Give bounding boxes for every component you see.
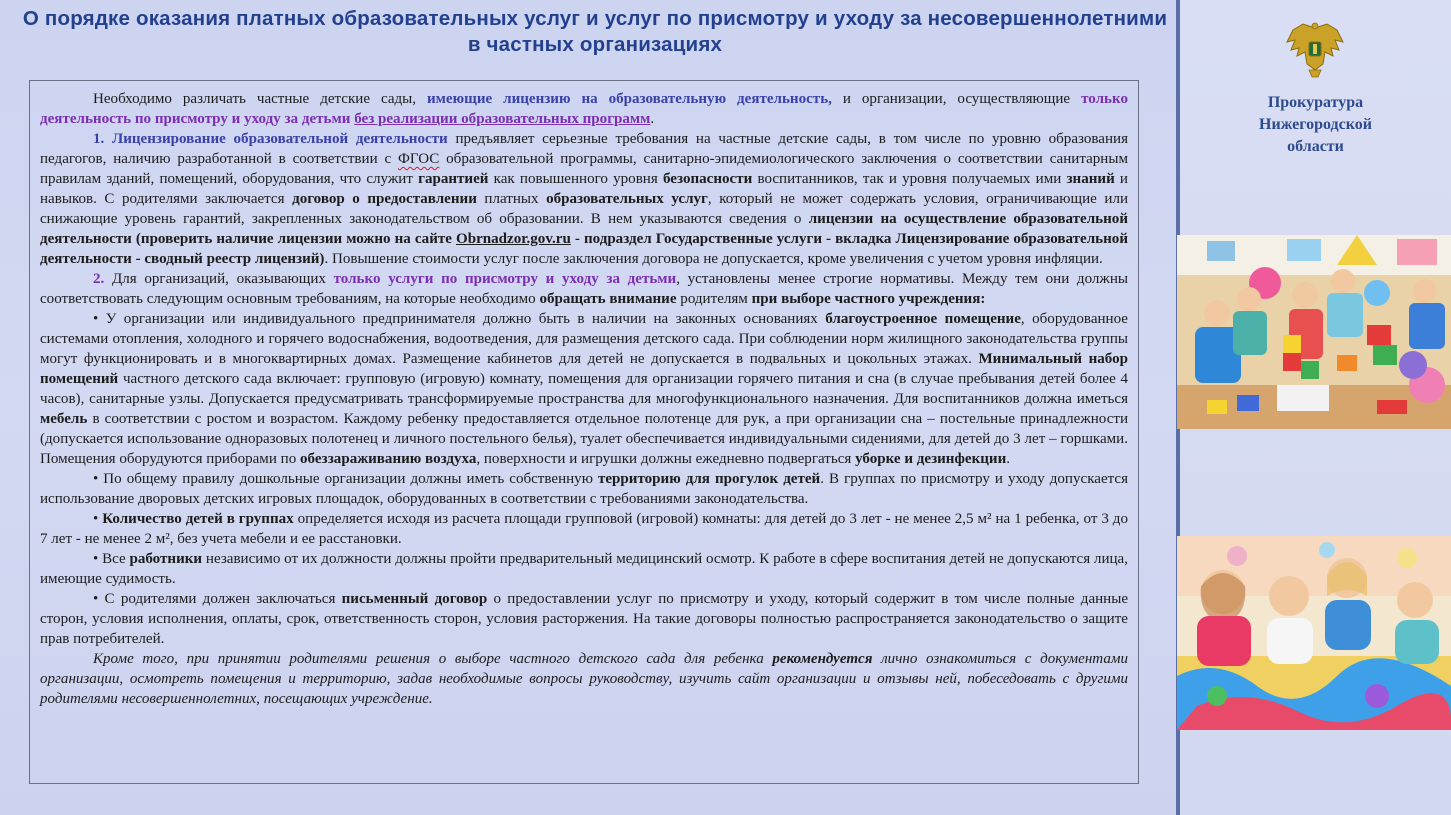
- org-line: Прокуратура: [1267, 94, 1364, 111]
- text-span: •: [93, 511, 103, 527]
- text-span: как повышенного уровня: [488, 171, 663, 187]
- bold-term: рекомендуется: [772, 651, 873, 667]
- bold-term: работники: [129, 551, 203, 567]
- paragraph-intro: [40, 89, 1128, 129]
- text-span: • По общему правилу дошкольные организации должны иметь собственную: [93, 471, 598, 487]
- org-line: области: [1287, 138, 1344, 155]
- org-line: Нижегородской: [1259, 116, 1372, 133]
- children-playing-with-toy-blocks-image: [1177, 235, 1451, 429]
- bold-term: уборке и дезинфекции: [855, 451, 1007, 467]
- page-title: О порядке оказания платных образовательных услуг и услуг по присмотру и уходу за несовершеннолетними в частных организациях: [22, 7, 1168, 56]
- text-span: лично ознакомиться с документами организации, осмотреть помещения и территорию, задав необходимые вопросы руководству, изучить сайт организации и отзывы ней, побеседовать с другими родителями несовершеннолетних, посещающих учреждение.: [40, 651, 1129, 707]
- bold-term: - подраздел Государственные услуги - вкладка Лицензирование образовательной деятельности - сводный реестр лицензий): [40, 231, 1128, 267]
- text-span: и организации, осуществляющие: [831, 91, 1082, 107]
- content-text-box: [29, 80, 1139, 784]
- text-span: Необходимо различать частные детские сады,: [93, 91, 428, 107]
- bold-term: при выборе частного учреждения:: [751, 291, 986, 307]
- bold-term: обращать внимание: [539, 291, 677, 307]
- text-span: родителям: [676, 291, 752, 307]
- text-span: • У организации или индивидуального предпринимателя должно быть в наличии на законных основаниях: [93, 311, 826, 327]
- text-span: предъявляет серьезные требования на частные детские сады, в том числе по уровню образования педагогов, наличию разработанной в соответствии с: [40, 131, 1128, 167]
- bullet-group-size: [40, 509, 1128, 549]
- paragraph-care-services: [40, 269, 1128, 309]
- bold-term: лицензии на осуществление образовательной деятельности (проверить наличие лицензии можно на сайте: [40, 211, 1129, 247]
- bold-term: обеззараживанию воздуха: [300, 451, 477, 467]
- care-heading-number: 2.: [93, 271, 105, 287]
- text-span: и навыков. С родителями заключается: [40, 171, 1128, 207]
- text-span: Для организаций, оказывающих: [104, 271, 334, 287]
- licensing-heading: 1. Лицензирование образовательной деятельности: [93, 131, 448, 147]
- double-headed-eagle-emblem-icon: [1283, 20, 1347, 80]
- text-span: • Все: [93, 551, 130, 567]
- bold-term: безопасности: [662, 171, 753, 187]
- text-span: в соответствии с ростом и возрастом. Каждому ребенку предоставляется отдельное полотенце для рук, а при организации сна – постельные принадлежности (допускается использование одноразовых полотенец и личного постельного белья), туалет обеспечивается индивидуальными сидениями, для детей до 3 лет – горшками. Помещения оборудуются приборами по: [40, 411, 1128, 467]
- organization-name: [1180, 92, 1451, 158]
- no-programs-highlight: без реализации образовательных программ: [354, 111, 651, 127]
- text-span: воспитанников, так и уровня получаемых ими: [752, 171, 1067, 187]
- text-span: • С родителями должен заключаться: [93, 591, 342, 607]
- text-span: образовательной программы, санитарно-эпидемиологического заключения о соответствии санитарным правилам зданий, помещений, оборудования, что служит: [40, 151, 1128, 187]
- bold-term: гарантией: [418, 171, 489, 187]
- care-only-highlight: только услуги по присмотру и уходу за детьми: [333, 271, 677, 287]
- text-span: платных: [476, 191, 547, 207]
- text-span: , поверхности и игрушки должны ежедневно подвергаться: [476, 451, 856, 467]
- text-span: , оборудованное системами отопления, холодного и горячего водоснабжения, водоотведения, для размещения детского сада. При соблюдении норм жилищного законодательства группы могут функционировать и в многоквартирных домах. Размещение кабинетов для детей не допускается в подвальных и цокольных этажах.: [40, 311, 1128, 367]
- care-only-highlight: только деятельность по присмотру и уходу за детьми: [40, 91, 1128, 127]
- text-span: , который не может содержать условия, ограничивающие или снижающие уровень гарантий, закрепленных законодательством об образовании. В нем указываются сведения о: [40, 191, 1129, 227]
- bold-term: Минимальный набор помещений: [40, 351, 1128, 387]
- text-span: .: [650, 111, 655, 127]
- bold-term: благоустроенное помещение: [825, 311, 1021, 327]
- bullet-territory: [40, 469, 1128, 509]
- bullet-premises: [40, 309, 1128, 469]
- bullet-contract: [40, 589, 1128, 649]
- text-span: Кроме того, при принятии родителями решения о выборе частного детского сада для ребенка: [93, 651, 773, 667]
- text-span: . Повышение стоимости услуг после заключения договора не допускается, кроме увеличения с учетом уровня инфляции.: [324, 251, 1103, 267]
- licensed-highlight: имеющие лицензию на образовательную деятельность,: [427, 91, 832, 107]
- bold-term: договор о предоставлении: [292, 191, 477, 207]
- text-span: о предоставлении услуг по присмотру и уходу, который содержит в том числе полные данные сторон, условия исполнения, оплаты, срок, ответственность сторон, условия расторжения. На такие договоры полностью распространяется законодательство о защите прав потребителей.: [40, 591, 1129, 647]
- text-span: . В группах по присмотру и уходу допускается использование дворовых детских игровых площадок, оборудованных в соответствии с требованиями законодательства.: [40, 471, 1128, 507]
- obrnadzor-link[interactable]: Obrnadzor.gov.ru: [456, 231, 571, 247]
- text-span: .: [1006, 451, 1011, 467]
- bold-term: письменный договор: [341, 591, 488, 607]
- text-span: частного детского сада включает: групповую (игровую) комнату, помещения для организации горячего питания и сна (в случае пребывания детей более 4 часов), санитарные узлы. Допускается предусматривать трансформируемые пространства для многофункционального назначения. Для воспитанников должна иметься: [40, 371, 1128, 407]
- bold-term: территорию для прогулок детей: [597, 471, 821, 487]
- bold-term: образовательных услуг: [546, 191, 708, 207]
- text-span: определяется исходя из расчета площади групповой (игровой) комнаты: для детей до 3 лет - не менее 2,5 м² на 1 ребенка, от 3 до 7 лет - не менее 2 м², без учета мебели и ее расстановки.: [40, 511, 1128, 547]
- text-span: независимо от их должности должны пройти предварительный медицинский осмотр. К работе в сфере воспитания детей не допускаются лица, имеющие судимость.: [40, 551, 1128, 587]
- bold-term: знаний: [1066, 171, 1115, 187]
- paragraph-recommendation: [40, 649, 1128, 709]
- children-painting-image: [1177, 536, 1451, 730]
- text-span: , установлены менее строгие нормативы. Между тем они должны соответствовать следующим основным требованиям, на которые необходимо: [40, 271, 1128, 307]
- bullet-staff: [40, 549, 1128, 589]
- bold-term: мебель: [40, 411, 88, 427]
- bold-term: Количество детей в группах: [102, 511, 294, 527]
- fgos-term: ФГОС: [398, 151, 440, 167]
- paragraph-licensing: [40, 129, 1128, 269]
